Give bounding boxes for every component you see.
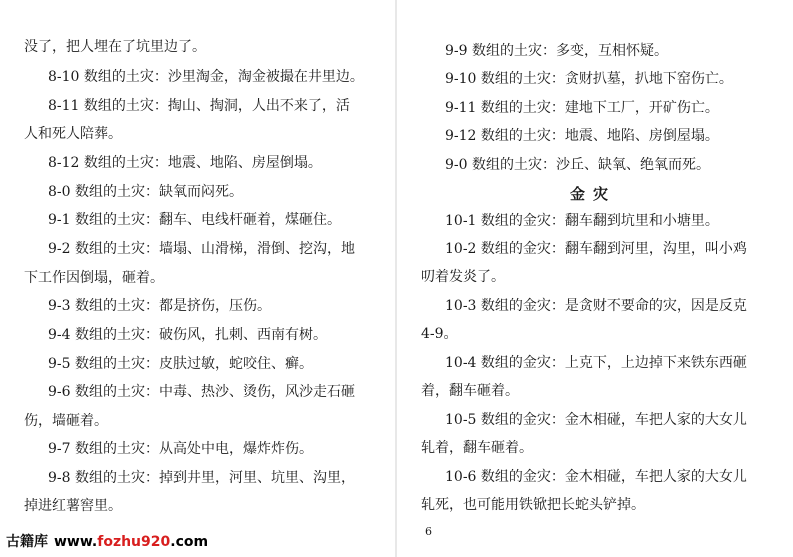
- text-line: 9-1 数组的土灾：翻车、电线杆砸着，煤砸住。: [48, 212, 341, 228]
- text-line: 人和死人陪葬。: [24, 126, 122, 142]
- watermark-url-prefix: www.: [54, 534, 98, 550]
- text-line: 10-5 数组的金灾：金木相碰，车把人家的大女儿: [445, 412, 747, 428]
- text-line: 10-6 数组的金灾：金木相碰，车把人家的大女儿: [445, 469, 747, 485]
- text-line: 着，翻车砸着。: [421, 383, 519, 399]
- watermark-site-name: 古籍库: [6, 534, 48, 550]
- text-line: 9-2 数组的土灾：墙塌、山滑梯，滑倒、挖沟，地: [48, 241, 355, 257]
- section-heading: 金灾: [569, 185, 616, 203]
- text-line: 下工作因倒塌，砸着。: [24, 270, 164, 286]
- watermark-url-domain: fozhu920: [97, 534, 171, 550]
- text-line: 没了，把人埋在了坑里边了。: [24, 39, 206, 55]
- text-line: 轧死，也可能用铁锨把长蛇头铲掉。: [421, 497, 645, 513]
- left-page: [0, 0, 392, 557]
- text-line: 叨着发炎了。: [421, 269, 505, 285]
- text-line: 9-5 数组的土灾：皮肤过敏，蛇咬住、癣。: [48, 356, 313, 372]
- text-line: 9-4 数组的土灾：破伤风，扎刺、西南有树。: [48, 327, 327, 343]
- text-line: 10-1 数组的金灾：翻车翻到坑里和小塘里。: [445, 213, 719, 229]
- text-line: 10-3 数组的金灾：是贪财不要命的灾，因是反克: [445, 298, 747, 314]
- text-line: 轧着，翻车砸着。: [421, 440, 533, 456]
- text-line: 9-0 数组的土灾：沙丘、缺氧、绝氧而死。: [445, 157, 710, 173]
- text-line: 8-11 数组的土灾：掏山、掏洞，人出不来了，活: [48, 98, 350, 114]
- text-line: 掉进红薯窖里。: [24, 498, 122, 514]
- watermark-url-suffix: .com: [170, 534, 209, 550]
- text-line: 9-7 数组的土灾：从高处中电，爆炸炸伤。: [48, 441, 313, 457]
- text-line: 4-9。: [421, 326, 458, 342]
- text-line: 9-10 数组的土灾：贪财扒墓，扒地下窑伤亡。: [445, 71, 733, 87]
- text-line: 9-3 数组的土灾：都是挤伤，压伤。: [48, 298, 271, 314]
- text-line: 8-12 数组的土灾：地震、地陷、房屋倒塌。: [48, 155, 322, 171]
- text-line: 9-9 数组的土灾：多变，互相怀疑。: [445, 43, 668, 59]
- text-line: 10-2 数组的金灾：翻车翻到河里，沟里，叫小鸡: [445, 241, 747, 257]
- text-line: 9-11 数组的土灾：建地下工厂，开矿伤亡。: [445, 100, 719, 116]
- right-page: [397, 0, 789, 557]
- text-line: 伤，墙砸着。: [24, 413, 108, 429]
- text-line: 8-10 数组的土灾：沙里淘金，淘金被撮在井里边。: [48, 69, 364, 85]
- text-line: 9-8 数组的土灾：掉到井里，河里、坑里、沟里，: [48, 470, 355, 486]
- watermark: [6, 533, 208, 551]
- text-line: 9-12 数组的土灾：地震、地陷、房倒屋塌。: [445, 128, 719, 144]
- text-line: 10-4 数组的金灾：上克下，上边掉下来铁东西砸: [445, 355, 747, 371]
- page-number: 6: [425, 525, 432, 538]
- text-line: 8-0 数组的土灾：缺氧而闷死。: [48, 184, 243, 200]
- text-line: 9-6 数组的土灾：中毒、热沙、烫伤，风沙走石砸: [48, 384, 355, 400]
